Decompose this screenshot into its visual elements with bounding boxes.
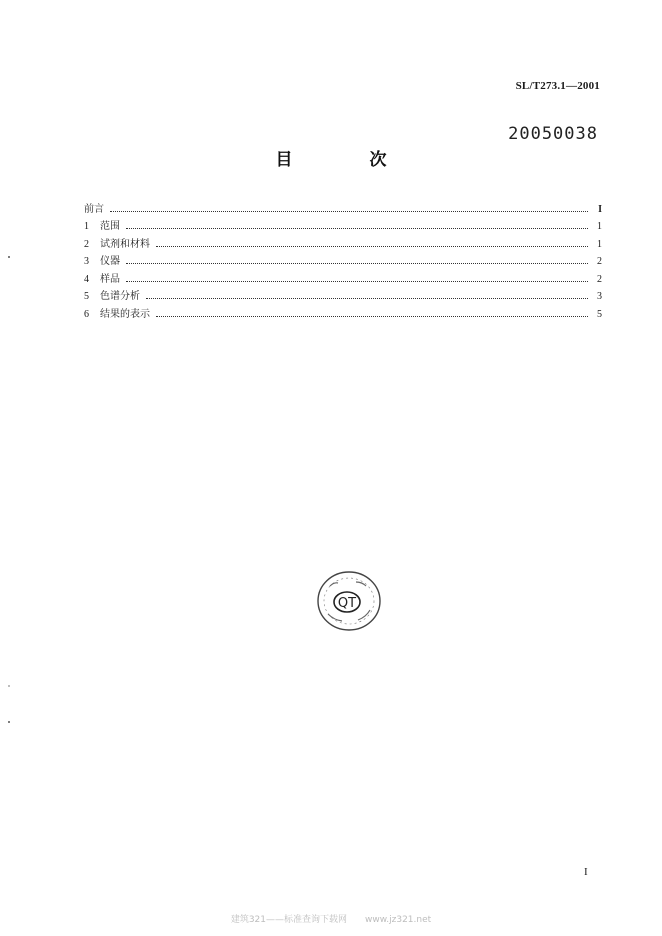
toc-leader-dots: [146, 298, 588, 299]
toc-leader-dots: [126, 281, 588, 282]
toc-entry-page: 5: [597, 308, 602, 320]
qt-seal-stamp: [316, 570, 382, 632]
footer-watermark: 建筑321——标准查询下载网 www.jz321.net: [230, 915, 432, 925]
toc-entry-title: 仪器: [100, 256, 120, 267]
seal-text: QT: [337, 596, 357, 611]
table-of-contents: [84, 197, 602, 320]
page-number: I: [584, 866, 588, 878]
toc-entry-page: I: [598, 203, 602, 215]
toc-entry[interactable]: [84, 267, 602, 285]
toc-entry-title: 结果的表示: [100, 308, 150, 320]
toc-entry-number: 3: [84, 256, 89, 267]
toc-entry-page: 1: [597, 238, 602, 250]
toc-entry[interactable]: [84, 250, 602, 268]
toc-leader-dots: [126, 263, 588, 264]
stamp-number: 20050038: [508, 124, 598, 144]
toc-leader-dots: [156, 316, 588, 317]
toc-entry[interactable]: [84, 197, 602, 215]
toc-entry[interactable]: [84, 302, 602, 320]
toc-leader-dots: [126, 228, 588, 229]
toc-entry[interactable]: [84, 285, 602, 303]
toc-entry-title: 范围: [100, 221, 120, 232]
toc-entry-page: 1: [597, 221, 602, 232]
scan-speck: [8, 256, 10, 258]
toc-entry-number: 1: [84, 221, 89, 232]
scan-speck: [8, 685, 10, 687]
toc-entry-title: 色谱分析: [100, 291, 140, 302]
toc-entry-page: 2: [597, 256, 602, 267]
toc-entry-page: 2: [597, 273, 602, 285]
toc-entry-title: 试剂和材料: [100, 238, 150, 250]
standard-code: SL/T273.1—2001: [515, 80, 600, 92]
toc-entry[interactable]: [84, 215, 602, 233]
toc-leader-dots: [110, 211, 588, 212]
toc-entry-number: 5: [84, 291, 89, 302]
toc-entry-number: 6: [84, 308, 89, 320]
toc-entry-title: 样品: [100, 273, 120, 285]
toc-entry-title: 前言: [84, 203, 104, 215]
toc-entry[interactable]: [84, 232, 602, 250]
toc-entry-page: 3: [597, 291, 602, 302]
toc-entry-number: 4: [84, 273, 89, 285]
toc-leader-dots: [156, 246, 588, 247]
toc-entry-number: 2: [84, 238, 89, 250]
toc-title: 目 次: [275, 150, 417, 170]
scan-speck: [8, 721, 10, 723]
